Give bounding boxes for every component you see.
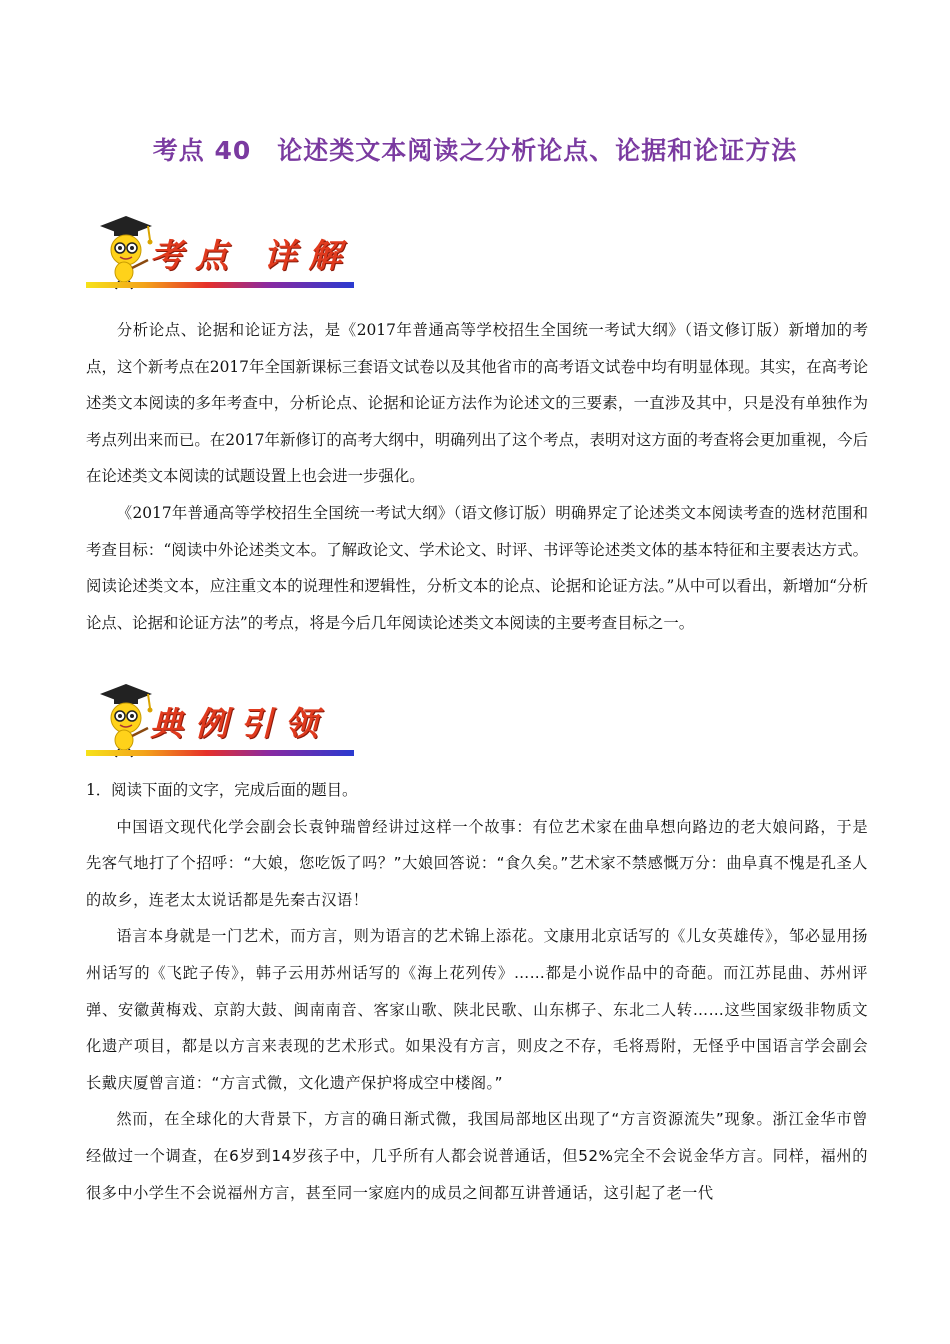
banner-example-label: 典例引领 bbox=[150, 704, 330, 743]
banner-detail bbox=[86, 212, 356, 292]
intro-paragraph: 分析论点、论据和论证方法，是《2017年普通高等学校招生全国统一考试大纲》（语文修订版）新增加的考点，这个新考点在2017年全国新课标三套语文试卷以及其他省市的高考语文试卷中均有明显体现。其实，在高考论述类文本阅读的多年考查中，分析论点、论据和论证方法作为论述文的三要素，一直涉及其中，只是没有单独作为考点列出来而已。在2017年新修订的高考大纲中，明确列出了这个考点，表明对这方面的考查将会更加重视，今后在论述类文本阅读的试题设置上也会进一步强化。 bbox=[86, 321, 868, 486]
passage-paragraph: 语言本身就是一门艺术，而方言，则为语言的艺术锦上添花。文康用北京话写的《儿女英雄传》，邹必显用扬州话写的《飞跎子传》，韩子云用苏州话写的《海上花列传》……都是小说作品中的奇葩。而江苏昆曲、苏州评弹、安徽黄梅戏、京韵大鼓、闽南南音、客家山歌、陕北民歌、山东梆子、东北二人转……这些国家级非物质文化遗产项目，都是以方言来表现的艺术形式。如果没有方言，则皮之不存，毛将焉附，无怪乎中国语言学会副会长戴庆厦曾言道：“方言式微，文化遗产保护将成空中楼阁。” bbox=[86, 927, 868, 1092]
banner-underline bbox=[86, 282, 354, 288]
banner-detail-label: 考点 详解 bbox=[150, 236, 354, 275]
banner-example bbox=[86, 680, 356, 760]
intro-paragraph: 《2017年普通高等学校招生全国统一考试大纲》（语文修订版）明确界定了论述类文本阅读考查的选材范围和考查目标：“阅读中外论述类文本。了解政论文、学术论文、时评、书评等论述类文体的基本特征和主要表达方式。阅读论述类文本，应注重文本的说理性和逻辑性，分析文本的论点、论据和论证方法。”从中可以看出，新增加“分析论点、论据和论证方法”的考点，将是今后几年阅读论述类文本阅读的主要考查目标之一。 bbox=[86, 503, 868, 632]
intro-section bbox=[86, 312, 868, 641]
passage-paragraph: 中国语文现代化学会副会长袁钟瑞曾经讲过这样一个故事：有位艺术家在曲阜想向路边的老大娘问路，于是先客气地打了个招呼：“大娘，您吃饭了吗？”大娘回答说：“食久矣。”艺术家不禁感慨万分：曲阜真不愧是孔圣人的故乡，连老太太说话都是先秦古汉语！ bbox=[86, 817, 868, 909]
example-section bbox=[86, 772, 868, 1211]
passage-paragraph: 然而，在全球化的大背景下，方言的确日渐式微，我国局部地区出现了“方言资源流失”现象。浙江金华市曾经做过一个调查，在6岁到14岁孩子中，几乎所有人都会说普通话，但52%完全不会说金华方言。同样，福州的很多中小学生不会说福州方言，甚至同一家庭内的成员之间都互讲普通话，这引起了老一代 bbox=[86, 1110, 868, 1202]
page-title: 考点 40 论述类文本阅读之分析论点、论据和论证方法 bbox=[152, 136, 798, 165]
question-prompt: 1．阅读下面的文字，完成后面的题目。 bbox=[86, 781, 358, 799]
banner-underline bbox=[86, 750, 354, 756]
